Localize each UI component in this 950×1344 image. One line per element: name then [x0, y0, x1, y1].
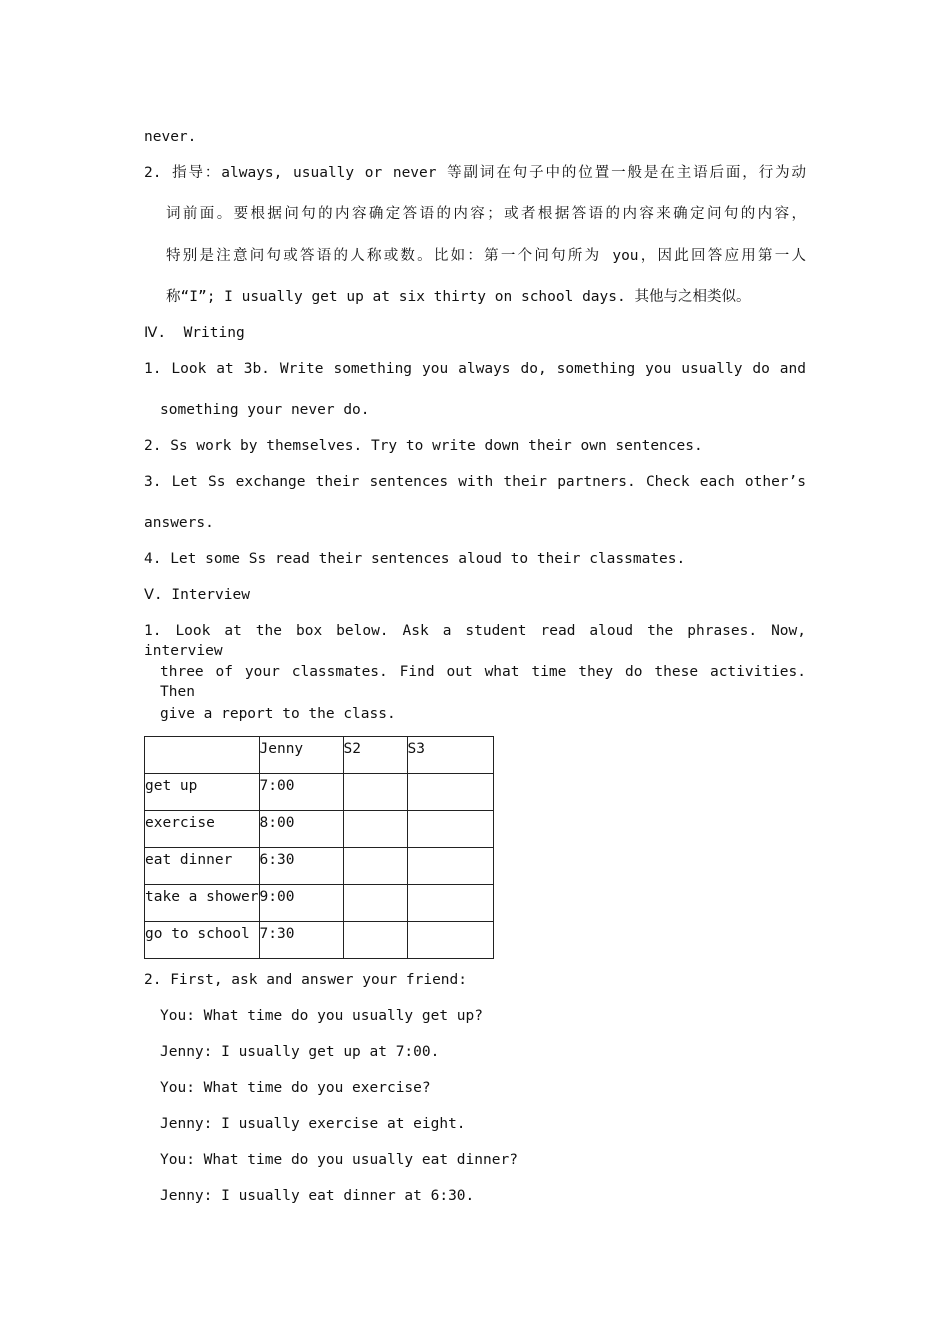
dialogue-line: You: What time do you exercise? — [160, 1080, 431, 1096]
table-cell: take a shower — [145, 885, 260, 922]
text-line: 2. First, ask and answer your friend: — [144, 972, 468, 988]
dialogue-line: You: What time do you usually eat dinner? — [160, 1152, 518, 1168]
table-cell — [407, 885, 493, 922]
table-row — [145, 885, 494, 922]
table-header-cell: Jenny — [259, 737, 343, 774]
table-header-cell: S2 — [343, 737, 407, 774]
table-cell — [343, 811, 407, 848]
text-line: 1. Look at 3b. Write something you always do, something you usually do and — [144, 361, 806, 377]
table-cell — [343, 848, 407, 885]
table-cell — [407, 848, 493, 885]
table-cell: go to school — [145, 922, 260, 959]
table-header-row — [145, 737, 494, 774]
table-cell: get up — [145, 774, 260, 811]
section-heading: Ⅳ. Writing — [144, 325, 245, 341]
table-cell: eat dinner — [145, 848, 260, 885]
section-heading: Ⅴ. Interview — [144, 587, 250, 603]
text-line: three of your classmates. Find out what time they do these activities. Then — [160, 664, 806, 700]
text-line: give a report to the class. — [160, 706, 396, 722]
table-cell — [343, 774, 407, 811]
table-cell: 6:30 — [259, 848, 343, 885]
table-row — [145, 811, 494, 848]
table-cell — [343, 885, 407, 922]
text-line: 特别是注意问句或答语的人称或数。比如：第一个问句所为 you，因此回答应用第一人 — [166, 248, 806, 264]
table-cell: 7:30 — [259, 922, 343, 959]
text-line: answers. — [144, 515, 214, 531]
text-line: 2. 指导：always, usually or never 等副词在句子中的位置一般是在主语后面，行为动 — [144, 165, 806, 181]
table-row — [145, 774, 494, 811]
dialogue-line: Jenny: I usually exercise at eight. — [160, 1116, 466, 1132]
table-cell — [407, 774, 493, 811]
dialogue-line: Jenny: I usually eat dinner at 6:30. — [160, 1188, 475, 1204]
table-cell: 9:00 — [259, 885, 343, 922]
table-row — [145, 848, 494, 885]
table-cell: 8:00 — [259, 811, 343, 848]
table-header-cell: S3 — [407, 737, 493, 774]
dialogue-line: Jenny: I usually get up at 7:00. — [160, 1044, 440, 1060]
table-row — [145, 922, 494, 959]
text-line: 2. Ss work by themselves. Try to write down their own sentences. — [144, 438, 703, 454]
text-line: 1. Look at the box below. Ask a student read aloud the phrases. Now, interview — [144, 623, 806, 659]
table-cell: exercise — [145, 811, 260, 848]
text-line: never. — [144, 129, 197, 145]
table-cell — [407, 922, 493, 959]
table-header-cell — [145, 737, 260, 774]
table-cell — [343, 922, 407, 959]
text-line: 3. Let Ss exchange their sentences with their partners. Check each other’s — [144, 474, 806, 490]
activity-time-table — [144, 736, 494, 959]
dialogue-line: You: What time do you usually get up? — [160, 1008, 484, 1024]
text-line: 词前面。要根据问句的内容确定答语的内容；或者根据答语的内容来确定问句的内容， — [166, 206, 806, 222]
text-line: 称“I”; I usually get up at six thirty on school days. 其他与之相类似。 — [166, 289, 751, 305]
table-cell: 7:00 — [259, 774, 343, 811]
table-cell — [407, 811, 493, 848]
text-line: 4. Let some Ss read their sentences aloud to their classmates. — [144, 551, 686, 567]
text-line: something your never do. — [160, 402, 370, 418]
